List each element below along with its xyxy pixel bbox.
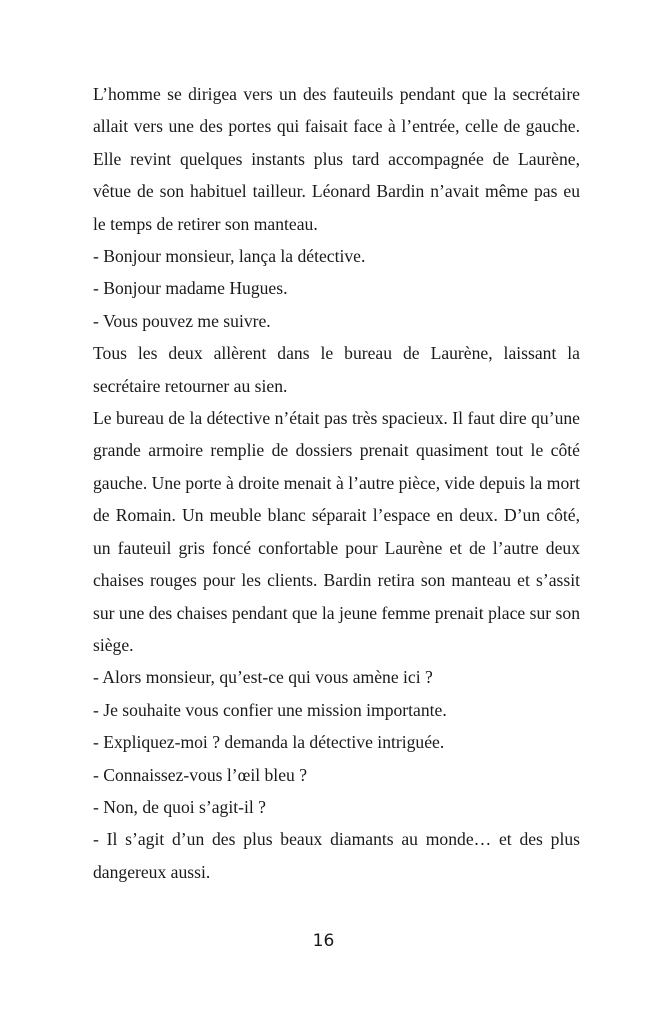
dialogue-line: - Connaissez-vous l’œil bleu ? <box>93 764 308 785</box>
dialogue-line: - Je souhaite vous confier une mission importante. <box>93 699 447 720</box>
page-number: 16 <box>312 931 335 951</box>
dialogue-line: - Vous pouvez me suivre. <box>93 310 271 331</box>
dialogue-line: - Bonjour monsieur, lança la détective. <box>93 246 366 267</box>
paragraph-narrative-3: Le bureau de la détective n’était pas très spacieux. Il faut dire qu’une grande armoire remplie de dossiers prenait quasiment tout le côté gauche. Une porte à droite menait à l’autre pièce, vide depuis la mort de Romain. Un meuble blanc séparait l’espace en deux. D’un côté, un fauteuil gris foncé confortable pour Laurène et de l’autre deux chaises rouges pour les clients. Bardin retira son manteau et s’assit sur une des chaises pendant que la jeune femme prenait place sur son siège. <box>93 408 580 655</box>
dialogue-line: - Il s’agit d’un des plus beaux diamants au monde… et des plus dangereux aussi. <box>93 829 580 882</box>
body-text <box>93 78 580 888</box>
dialogue-line: - Bonjour madame Hugues. <box>93 278 288 299</box>
paragraph-narrative-2: Tous les deux allèrent dans le bureau de Laurène, laissant la secrétaire retourner au sien. <box>93 343 580 396</box>
dialogue-line: - Expliquez-moi ? demanda la détective intriguée. <box>93 732 445 753</box>
paragraph-narrative-1: L’homme se dirigea vers un des fauteuils pendant que la secrétaire allait vers une des portes qui faisait face à l’entrée, celle de gauche. Elle revint quelques instants plus tard accompagnée de Laurène, vêtue de son habituel tailleur. Léonard Bardin n’avait même pas eu le temps de retirer son manteau. <box>93 84 580 234</box>
dialogue-line: - Non, de quoi s’agit-il ? <box>93 796 266 817</box>
dialogue-line: - Alors monsieur, qu’est-ce qui vous amène ici ? <box>93 667 433 688</box>
